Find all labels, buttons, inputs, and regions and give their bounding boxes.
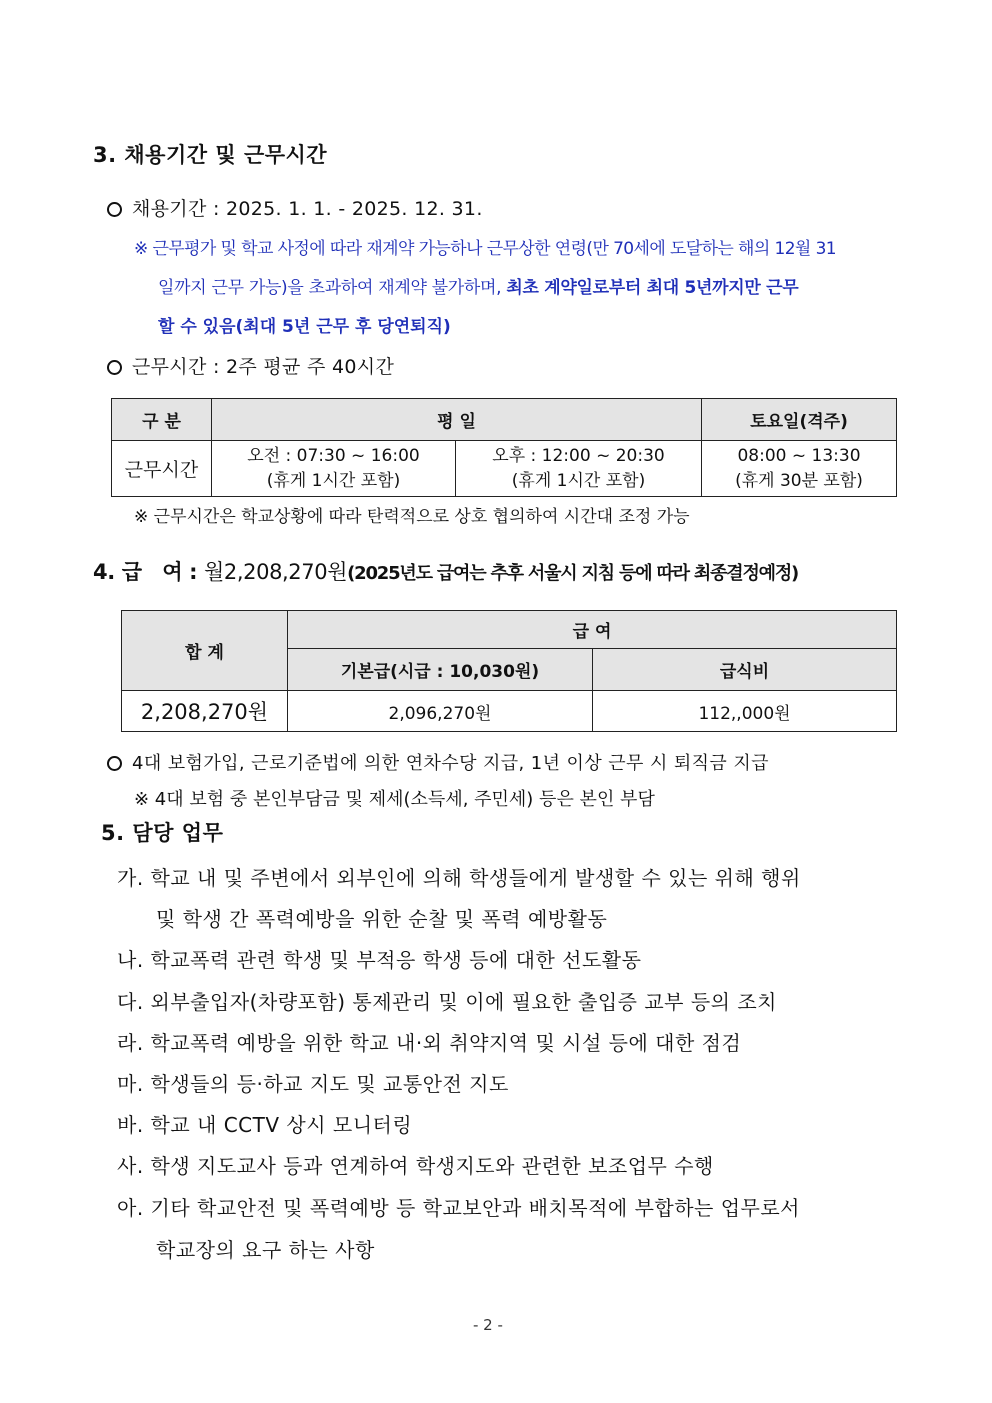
cell-afternoon-shift: 오후 : 12:00 ~ 20:30 (휴게 1시간 포함) <box>456 441 702 497</box>
duty-item: 사. 학생 지도교사 등과 연계하여 학생지도와 관련한 보조업무 수행 <box>117 1154 714 1178</box>
cell-saturday-shift: 08:00 ~ 13:30 (휴게 30분 포함) <box>702 441 897 497</box>
section-5-title: 5. 담당 업무 <box>101 821 224 845</box>
circle-bullet-icon <box>107 202 122 217</box>
contract-note-line-3: 할 수 있음(최대 5년 근무 후 당연퇴직) <box>158 317 451 337</box>
header-pay: 급 여 <box>288 611 897 649</box>
row-label-hours: 근무시간 <box>112 441 212 497</box>
duty-item: 나. 학교폭력 관련 학생 및 부적응 학생 등에 대한 선도활동 <box>117 948 642 972</box>
employment-period: 채용기간 : 2025. 1. 1. - 2025. 12. 31. <box>107 194 483 221</box>
total-value: 2,208,270원 <box>122 691 288 732</box>
duty-item: 아. 기타 학교안전 및 폭력예방 등 학교보안과 배치목적에 부합하는 업무로서 <box>117 1196 801 1220</box>
circle-bullet-icon <box>107 756 122 771</box>
working-hours-table <box>111 398 897 497</box>
cell-morning-shift: 오전 : 07:30 ~ 16:00 (휴게 1시간 포함) <box>212 441 456 497</box>
benefits-line: 4대 보험가입, 근로기준법에 의한 연차수당 지급, 1년 이상 근무 시 퇴직금 지급 <box>107 749 769 775</box>
page-number: - 2 - <box>473 1316 503 1334</box>
contract-note-line-1: ※ 근무평가 및 학교 사정에 따라 재계약 가능하나 근무상한 연령(만 70세에 도달하는 해의 12월 31 <box>134 239 836 259</box>
duty-item: 다. 외부출입자(차량포함) 통제관리 및 이에 필요한 출입증 교부 등의 조치 <box>117 990 777 1014</box>
duty-item: 마. 학생들의 등·하교 지도 및 교통안전 지도 <box>117 1072 509 1096</box>
working-hours: 근무시간 : 2주 평균 주 40시간 <box>107 352 394 379</box>
duty-item-continuation: 및 학생 간 폭력예방을 위한 순찰 및 폭력 예방활동 <box>156 907 608 931</box>
salary-table <box>121 610 897 732</box>
header-saturday: 토요일(격주) <box>702 399 897 441</box>
duty-item: 라. 학교폭력 예방을 위한 학교 내·외 취약지역 및 시설 등에 대한 점검 <box>117 1031 742 1055</box>
header-category: 구 분 <box>112 399 212 441</box>
contract-note-line-2: 일까지 근무 가능)을 초과하여 재계약 불가하며, 최초 계약일로부터 최대 5년까지만 근무 <box>158 278 799 298</box>
duty-item-continuation: 학교장의 요구 하는 사항 <box>156 1238 375 1262</box>
header-weekday: 평 일 <box>212 399 702 441</box>
benefits-note: ※ 4대 보험 중 본인부담금 및 제세(소득세, 주민세) 등은 본인 부담 <box>134 789 655 810</box>
section-4-title: 4. 급 여 : 월2,208,270원(2025년도 급여는 추후 서울시 지침 등에 따라 최종결정예정) <box>93 560 799 584</box>
base-pay-value: 2,096,270원 <box>288 691 593 732</box>
section-3-title: 3. 채용기간 및 근무시간 <box>93 143 328 167</box>
meal-allowance-value: 112,,000원 <box>593 691 897 732</box>
header-base-pay: 기본급(시급 : 10,030원) <box>288 649 593 691</box>
duty-item: 바. 학교 내 CCTV 상시 모니터링 <box>117 1113 413 1137</box>
hours-table-note: ※ 근무시간은 학교상황에 따라 탄력적으로 상호 협의하여 시간대 조정 가능 <box>134 507 690 527</box>
header-total: 합 계 <box>122 611 288 691</box>
circle-bullet-icon <box>107 360 122 375</box>
duty-item: 가. 학교 내 및 주변에서 외부인에 의해 학생들에게 발생할 수 있는 위해 행위 <box>117 866 801 890</box>
header-meal-allowance: 급식비 <box>593 649 897 691</box>
